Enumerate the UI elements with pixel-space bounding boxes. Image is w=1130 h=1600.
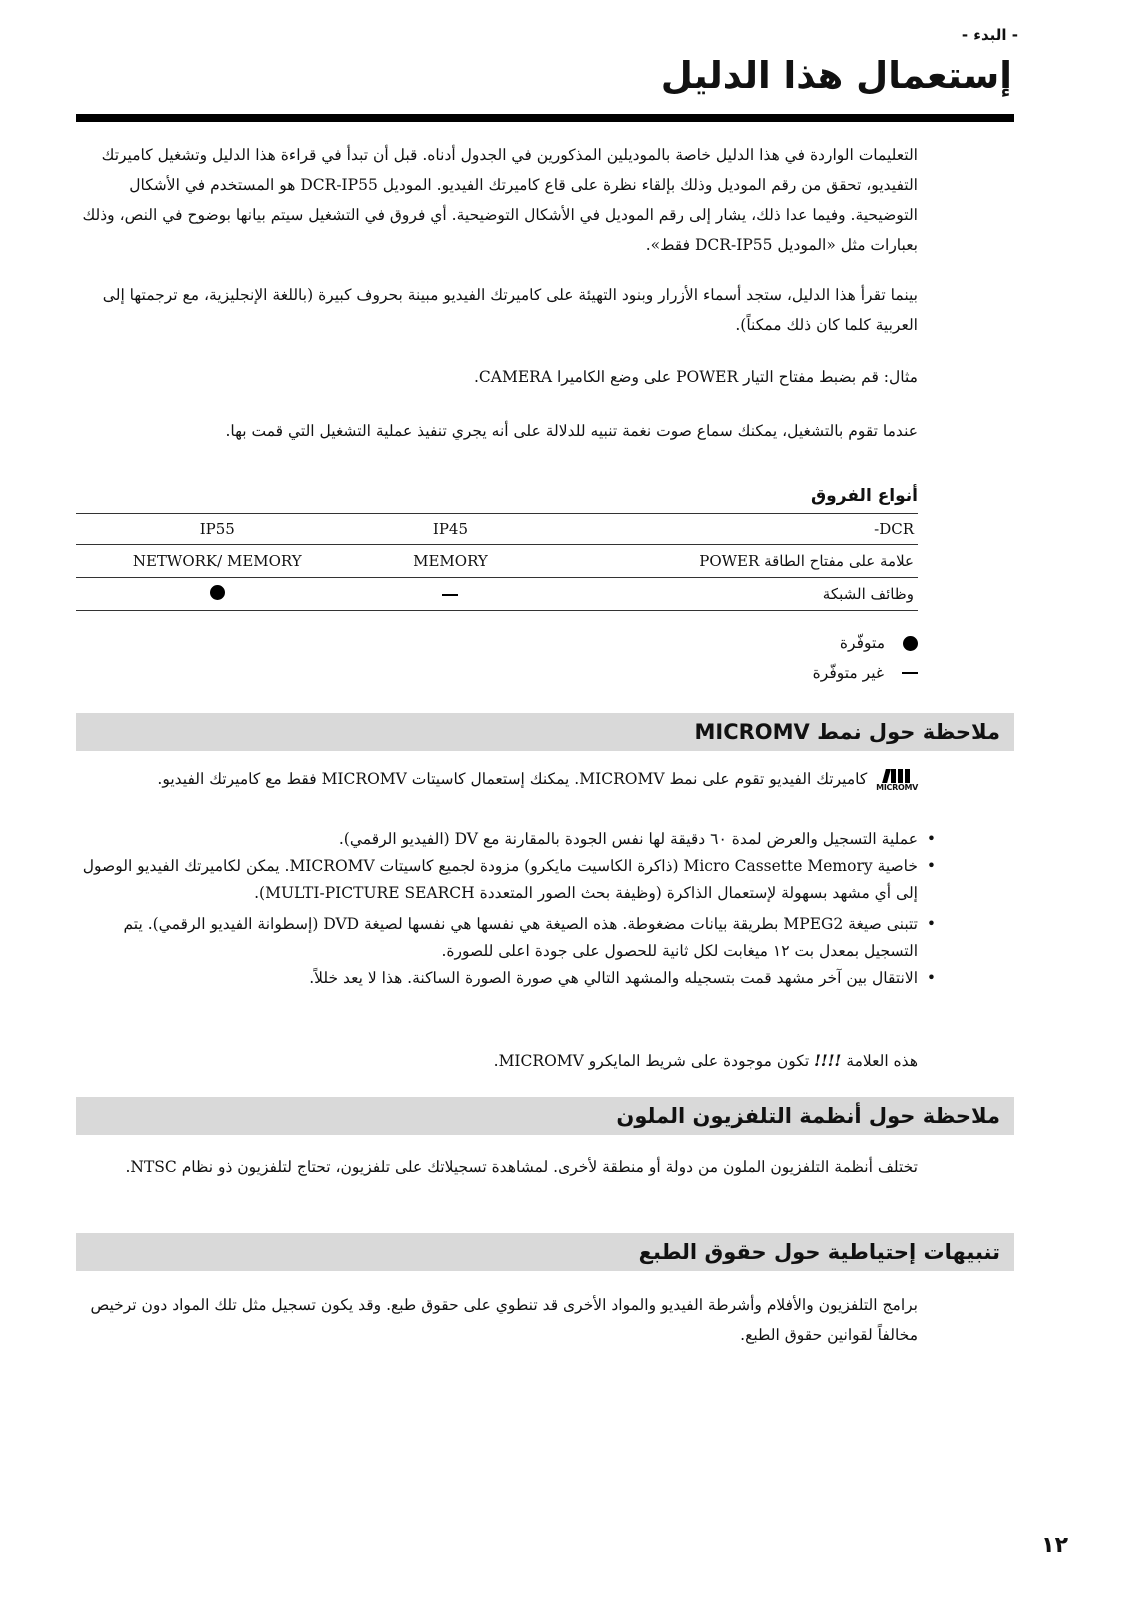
note-suffix: تكون موجودة على شريط المايكرو MICROMV.: [493, 1052, 810, 1070]
cell-network-ip45: [359, 578, 543, 611]
table-row: [76, 545, 918, 578]
column-header-ip45: IP45: [359, 514, 543, 545]
intro-paragraph-buttons: بينما تقرأ هذا الدليل، ستجد أسماء الأزرار وبنود التهيئة على كاميرتك الفيديو مبينة بحروف كبيرة (باللغة الإنجليزية، مع ترجمتها إلى العربية كلما كان ذلك ممكناً).: [102, 286, 918, 334]
tv-systems-heading: ملاحظة حول أنظمة التلفزيون الملون: [616, 1104, 1000, 1128]
copyright-text: برامج التلفزيون والأفلام وأشرطة الفيديو والمواد الأخرى قد تنطوي على حقوق طبع. وقد يكون تسجيل مثل تلك المواد دون ترخيص مخالفاً لقوانين حقوق الطبع.: [90, 1296, 918, 1344]
row-label-power-switch: علامة على مفتاح الطاقة POWER: [542, 545, 918, 578]
row-label-network-functions: وظائف الشبكة: [542, 578, 918, 611]
micromv-logo-icon: MICROMV: [876, 769, 918, 792]
legend-available-text: متوفّرة: [839, 634, 885, 652]
table-header-row: [76, 514, 918, 545]
tv-systems-section-header: [76, 1097, 1014, 1135]
page-number: ١٢: [1041, 1533, 1068, 1558]
cell-network-ip55: [76, 578, 359, 611]
list-item: • الانتقال بين آخر مشهد قمت بتسجيله والمشهد التالي هي صورة الصورة الساكنة. هذا لا يعد خللاً.: [76, 965, 918, 992]
note-prefix: هذه العلامة: [846, 1052, 918, 1070]
unavailable-dash-icon: [902, 672, 918, 674]
cell-power-ip45: MEMORY: [359, 545, 543, 578]
legend-unavailable: [813, 664, 918, 682]
micromv-mark-icon: !!!!: [814, 1051, 842, 1070]
list-item: • خاصية Micro Cassette Memory (ذاكرة الكاسيت مايكرو) مزودة لجميع كاسيتات MICROMV. يمكن لكاميرتك الفيديو الوصول إلى أي مشهد بسهولة لإستعمال الذاكرة (وظيفة بحث الصور المتعددة MULTI-PICTURE SEARCH).: [76, 853, 918, 907]
list-item: • تتبنى صيغة MPEG2 بطريقة بيانات مضغوطة. هذه الصيغة هي نفسها هي نفسها لصيغة DVD (إسطوانة الفيديو الرقمي). يتم التسجيل بمعدل بت ١٢ ميغابت لكل ثانية للحصول على جودة اعلى للصورة.: [76, 911, 918, 965]
tv-systems-text: تختلف أنظمة التلفزيون الملون من دولة أو منطقة لأخرى. لمشاهدة تسجيلاتك على تلفزيون، تحتاج لتلفزيون ذو نظام NTSC.: [125, 1158, 918, 1176]
copyright-heading: تنبيهات إحتياطية حول حقوق الطبع: [638, 1240, 1000, 1264]
micromv-section-header: [76, 713, 1014, 751]
micromv-intro: [76, 765, 918, 793]
column-header-ip55: IP55: [76, 514, 359, 545]
micromv-heading: ملاحظة حول نمط MICROMV: [694, 720, 1000, 744]
section-tag: - البدء -: [961, 26, 1018, 44]
list-item: • عملية التسجيل والعرض لمدة ٦٠ دقيقة لها نفس الجودة بالمقارنة مع DV (الفيديو الرقمي).: [76, 826, 918, 853]
page-title: إستعمال هذا الدليل: [660, 54, 1012, 97]
column-header-model: DCR-: [542, 514, 918, 545]
legend-unavailable-text: غير متوفّرة: [812, 664, 884, 682]
table-row: [76, 578, 918, 611]
micromv-feature-list: [76, 826, 940, 992]
differences-heading: أنواع الفروق: [810, 486, 918, 506]
available-dot-icon: [903, 636, 918, 651]
micromv-cassette-note: [76, 1046, 918, 1076]
title-rule: [76, 114, 1014, 122]
cell-power-ip55: NETWORK/ MEMORY: [76, 545, 359, 578]
available-dot-icon: [210, 585, 225, 600]
differences-table: [76, 513, 918, 611]
intro-beep-note: عندما تقوم بالتشغيل، يمكنك سماع صوت نغمة تنبيه للدلالة على أنه يجري تنفيذ عملية التشغيل التي قمت بها.: [225, 422, 918, 440]
intro-example: مثال: قم بضبط مفتاح التيار POWER على وضع الكاميرا CAMERA.: [473, 368, 918, 386]
intro-paragraph-models: التعليمات الواردة في هذا الدليل خاصة بالموديلين المذكورين في الجدول أدناه. قبل أن تبدأ في قراءة هذا الدليل وتشغيل كاميرتك التفيديو، تحقق من رقم الموديل وذلك بإلقاء نظرة على قاع كاميرتك الفيديو. الموديل DCR-IP55 هو المستخدم في الأشكال التوضيحية. وفيما عدا ذلك، يشار إلى رقم الموديل في الأشكال التوضيحية. أي فروق في التشغيل سيتم بيانها بوضوح في النص، وذلك بعبارات مثل «الموديل DCR-IP55 فقط».: [82, 146, 918, 254]
legend-available: [840, 634, 918, 652]
micromv-intro-text: كاميرتك الفيديو تقوم على نمط MICROMV. يمكنك إستعمال كاسيتات MICROMV فقط مع كاميرتك الفيديو.: [157, 770, 868, 788]
unavailable-dash-icon: [442, 594, 458, 596]
copyright-section-header: [76, 1233, 1014, 1271]
